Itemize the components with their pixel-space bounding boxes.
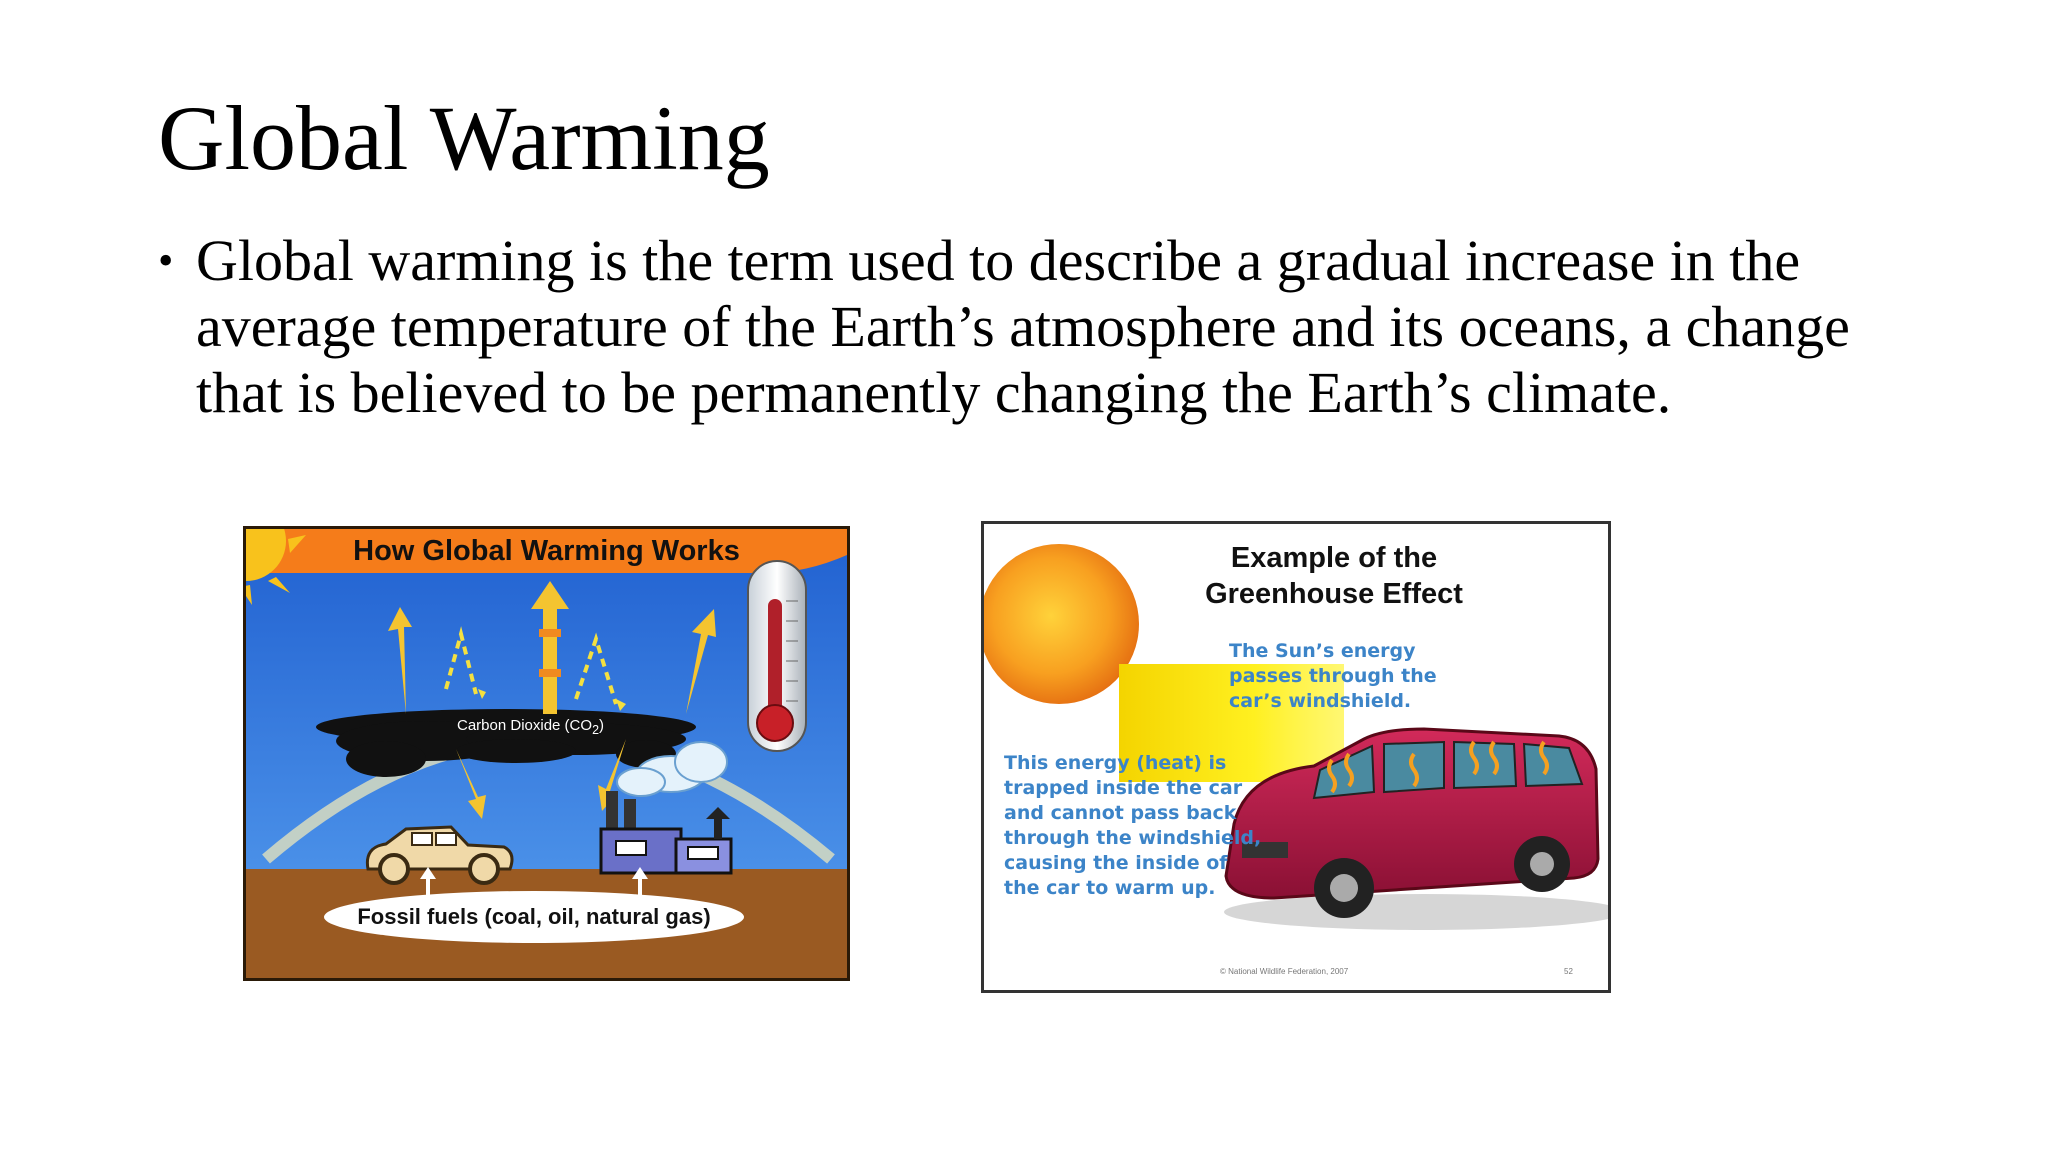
co2-label: Carbon Dioxide $(CO_2)$	[457, 717, 605, 737]
sun-icon	[984, 544, 1139, 704]
thermometer-icon	[748, 561, 806, 751]
slide-title: Global Warming	[158, 87, 770, 189]
fossil-fuels-label: Fossil fuels (coal, oil, natural gas)	[357, 904, 711, 929]
bullet-item	[158, 228, 1958, 426]
trapped-energy-text: This energy (heat) is trapped inside the car and cannot pass back through the windshield, causing the inside of the car to warm up.	[1004, 752, 1262, 899]
global-warming-diagram	[243, 526, 850, 981]
credit-text: © National Wildlife Federation, 2007	[1220, 967, 1349, 976]
greenhouse-title: Example of the Greenhouse Effect	[1205, 542, 1463, 610]
bullet-dot: •	[158, 236, 174, 285]
page-number: 52	[1564, 967, 1573, 976]
bullet-text: Global warming is the term used to describe a gradual increase in the average temperature of the Earth’s atmosphere and its oceans, a change that is believed to be permanently changing the Earth’s climate.	[196, 228, 1850, 425]
diagram-title: How Global Warming Works	[353, 535, 740, 567]
sun-energy-text: The Sun’s energy passes through the car’s windshield.	[1229, 640, 1437, 712]
greenhouse-effect-diagram	[981, 521, 1611, 993]
